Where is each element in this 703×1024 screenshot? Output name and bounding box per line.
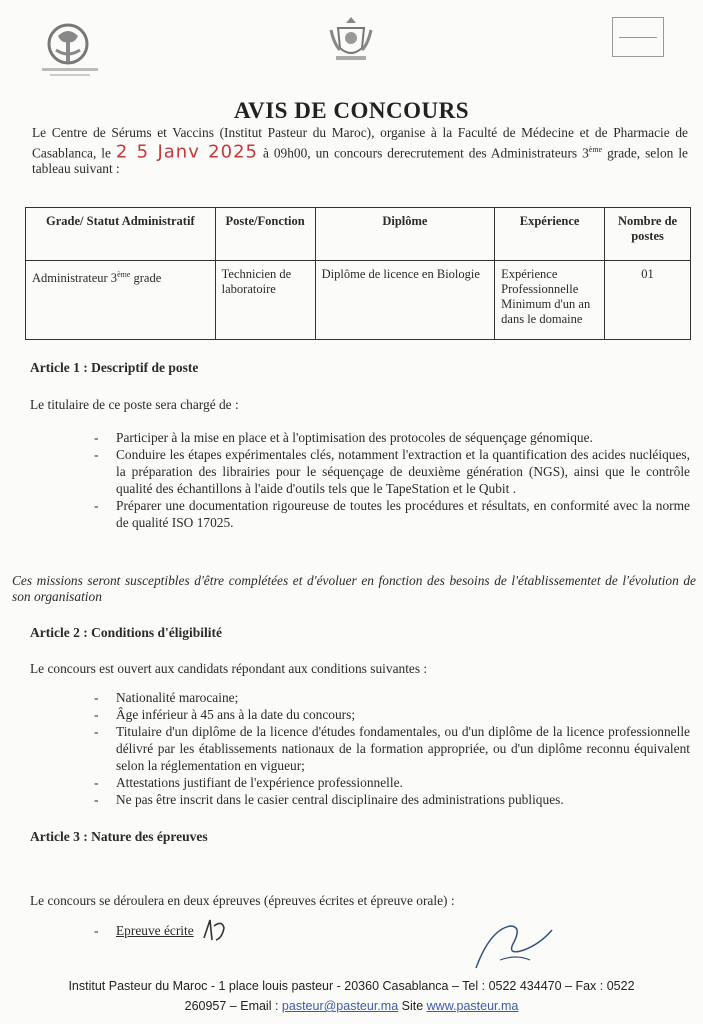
email-link[interactable]: pasteur@pasteur.ma <box>281 999 399 1013</box>
handwritten-signature <box>470 920 560 980</box>
epreuve-ecrite-label: Epreuve écrite <box>116 923 194 938</box>
article2-lead: Le concours est ouvert aux candidats répondant aux conditions suivantes : <box>30 661 428 676</box>
article2-list <box>90 689 690 808</box>
table-header-row <box>26 208 691 261</box>
table-row <box>26 261 691 340</box>
article2-heading: Article 2 : Conditions d'éligibilité <box>30 625 222 640</box>
grade-suffix: grade <box>130 271 162 286</box>
grade-text: Administrateur 3 <box>32 271 118 286</box>
corner-reference-box <box>612 17 664 57</box>
article1-heading: Article 1 : Descriptif de poste <box>30 360 199 375</box>
article1-list <box>90 429 690 531</box>
col-header-poste: Poste/Fonction <box>215 208 315 261</box>
list-item: - Nationalité marocaine; <box>90 689 690 706</box>
list-item <box>90 922 290 939</box>
col-header-experience: Expérience <box>495 208 605 261</box>
intro-superscript: ème <box>588 144 603 154</box>
footer <box>0 976 703 1016</box>
intro-text-2: à 09h00, un concours derecrutement des Administrateurs 3 <box>257 144 589 160</box>
article3-heading: Article 3 : Nature des épreuves <box>30 829 208 844</box>
cell-nombre: 01 <box>605 261 691 340</box>
missions-note: Ces missions seront susceptibles d'être complétées et d'évoluer en fonction des besoins de l'établissementet de l'évolution de son organisation <box>12 573 696 604</box>
col-header-diplome: Diplôme <box>315 208 495 261</box>
list-item: - Conduire les étapes expérimentales clés, notamment l'extraction et la quantification des acides nucléiques, la préparation des librairies pour le séquençage de deuxième génération (NGS), ainsi que le contrôle qualité des échantillons à l'aide d'outils tels que le TapeStation et le Qubit . <box>90 446 690 497</box>
footer-fax-email-label: 260957 – Email : <box>184 999 282 1013</box>
footer-line2 <box>0 996 703 1016</box>
col-header-nombre: Nombre de postes <box>605 208 691 261</box>
intro-text-1: Le Centre de Sérums et Vaccins (Institut Pasteur du Maroc), organise à la Faculté de Médecine et de Pharmacie de Casablanca, le <box>32 125 688 160</box>
article3-list <box>90 922 290 939</box>
moroccan-coat-of-arms-icon <box>326 14 376 64</box>
cell-poste: Technicien de laboratoire <box>215 261 315 340</box>
list-item: - Préparer une documentation rigoureuse de toutes les procédures et résultats, en conformité avec la norme de qualité ISO 17025. <box>90 497 690 531</box>
list-item: - Attestations justifiant de l'expérience professionnelle. <box>90 774 690 791</box>
cell-diplome: Diplôme de licence en Biologie <box>315 261 495 340</box>
article1-lead: Le titulaire de ce poste sera chargé de : <box>30 397 239 412</box>
handwritten-initials <box>200 918 236 944</box>
institut-pasteur-logo <box>36 22 106 84</box>
article3-lead: Le concours se déroulera en deux épreuves (épreuves écrites et épreuve orale) : <box>30 893 455 908</box>
page-title: AVIS DE CONCOURS <box>233 98 470 123</box>
cell-grade <box>26 261 216 340</box>
intro-paragraph <box>32 125 688 178</box>
grade-superscript: ème <box>117 270 131 279</box>
cell-experience: Expérience Professionnelle Minimum d'un an dans le domaine <box>495 261 605 340</box>
col-header-grade: Grade/ Statut Administratif <box>26 208 216 261</box>
footer-line1: Institut Pasteur du Maroc - 1 place louis pasteur - 20360 Casablanca – Tel : 0522 434470 – Fax : 0522 <box>68 979 635 993</box>
positions-table <box>25 207 691 340</box>
list-item: - Ne pas être inscrit dans le casier central disciplinaire des administrations publiques. <box>90 791 690 808</box>
list-item: - Participer à la mise en place et à l'optimisation des protocoles de séquençage génomique. <box>90 429 690 446</box>
list-item: - Titulaire d'un diplôme de la licence d'études fondamentales, ou d'un diplôme de la licence professionnelle délivré par les établissements nationaux de la formation appropriée, ou d'un diplôme reconnu équivalent selon la réglementation en vigueur; <box>90 723 690 774</box>
intro-text-3: grade, selon le tableau suivant : <box>32 144 688 177</box>
list-item: - Âge inférieur à 45 ans à la date du concours; <box>90 706 690 723</box>
footer-site-label: Site <box>398 999 427 1013</box>
website-link[interactable]: www.pasteur.ma <box>426 999 519 1013</box>
date-stamp: 2 5 Janv 2025 <box>115 140 258 162</box>
